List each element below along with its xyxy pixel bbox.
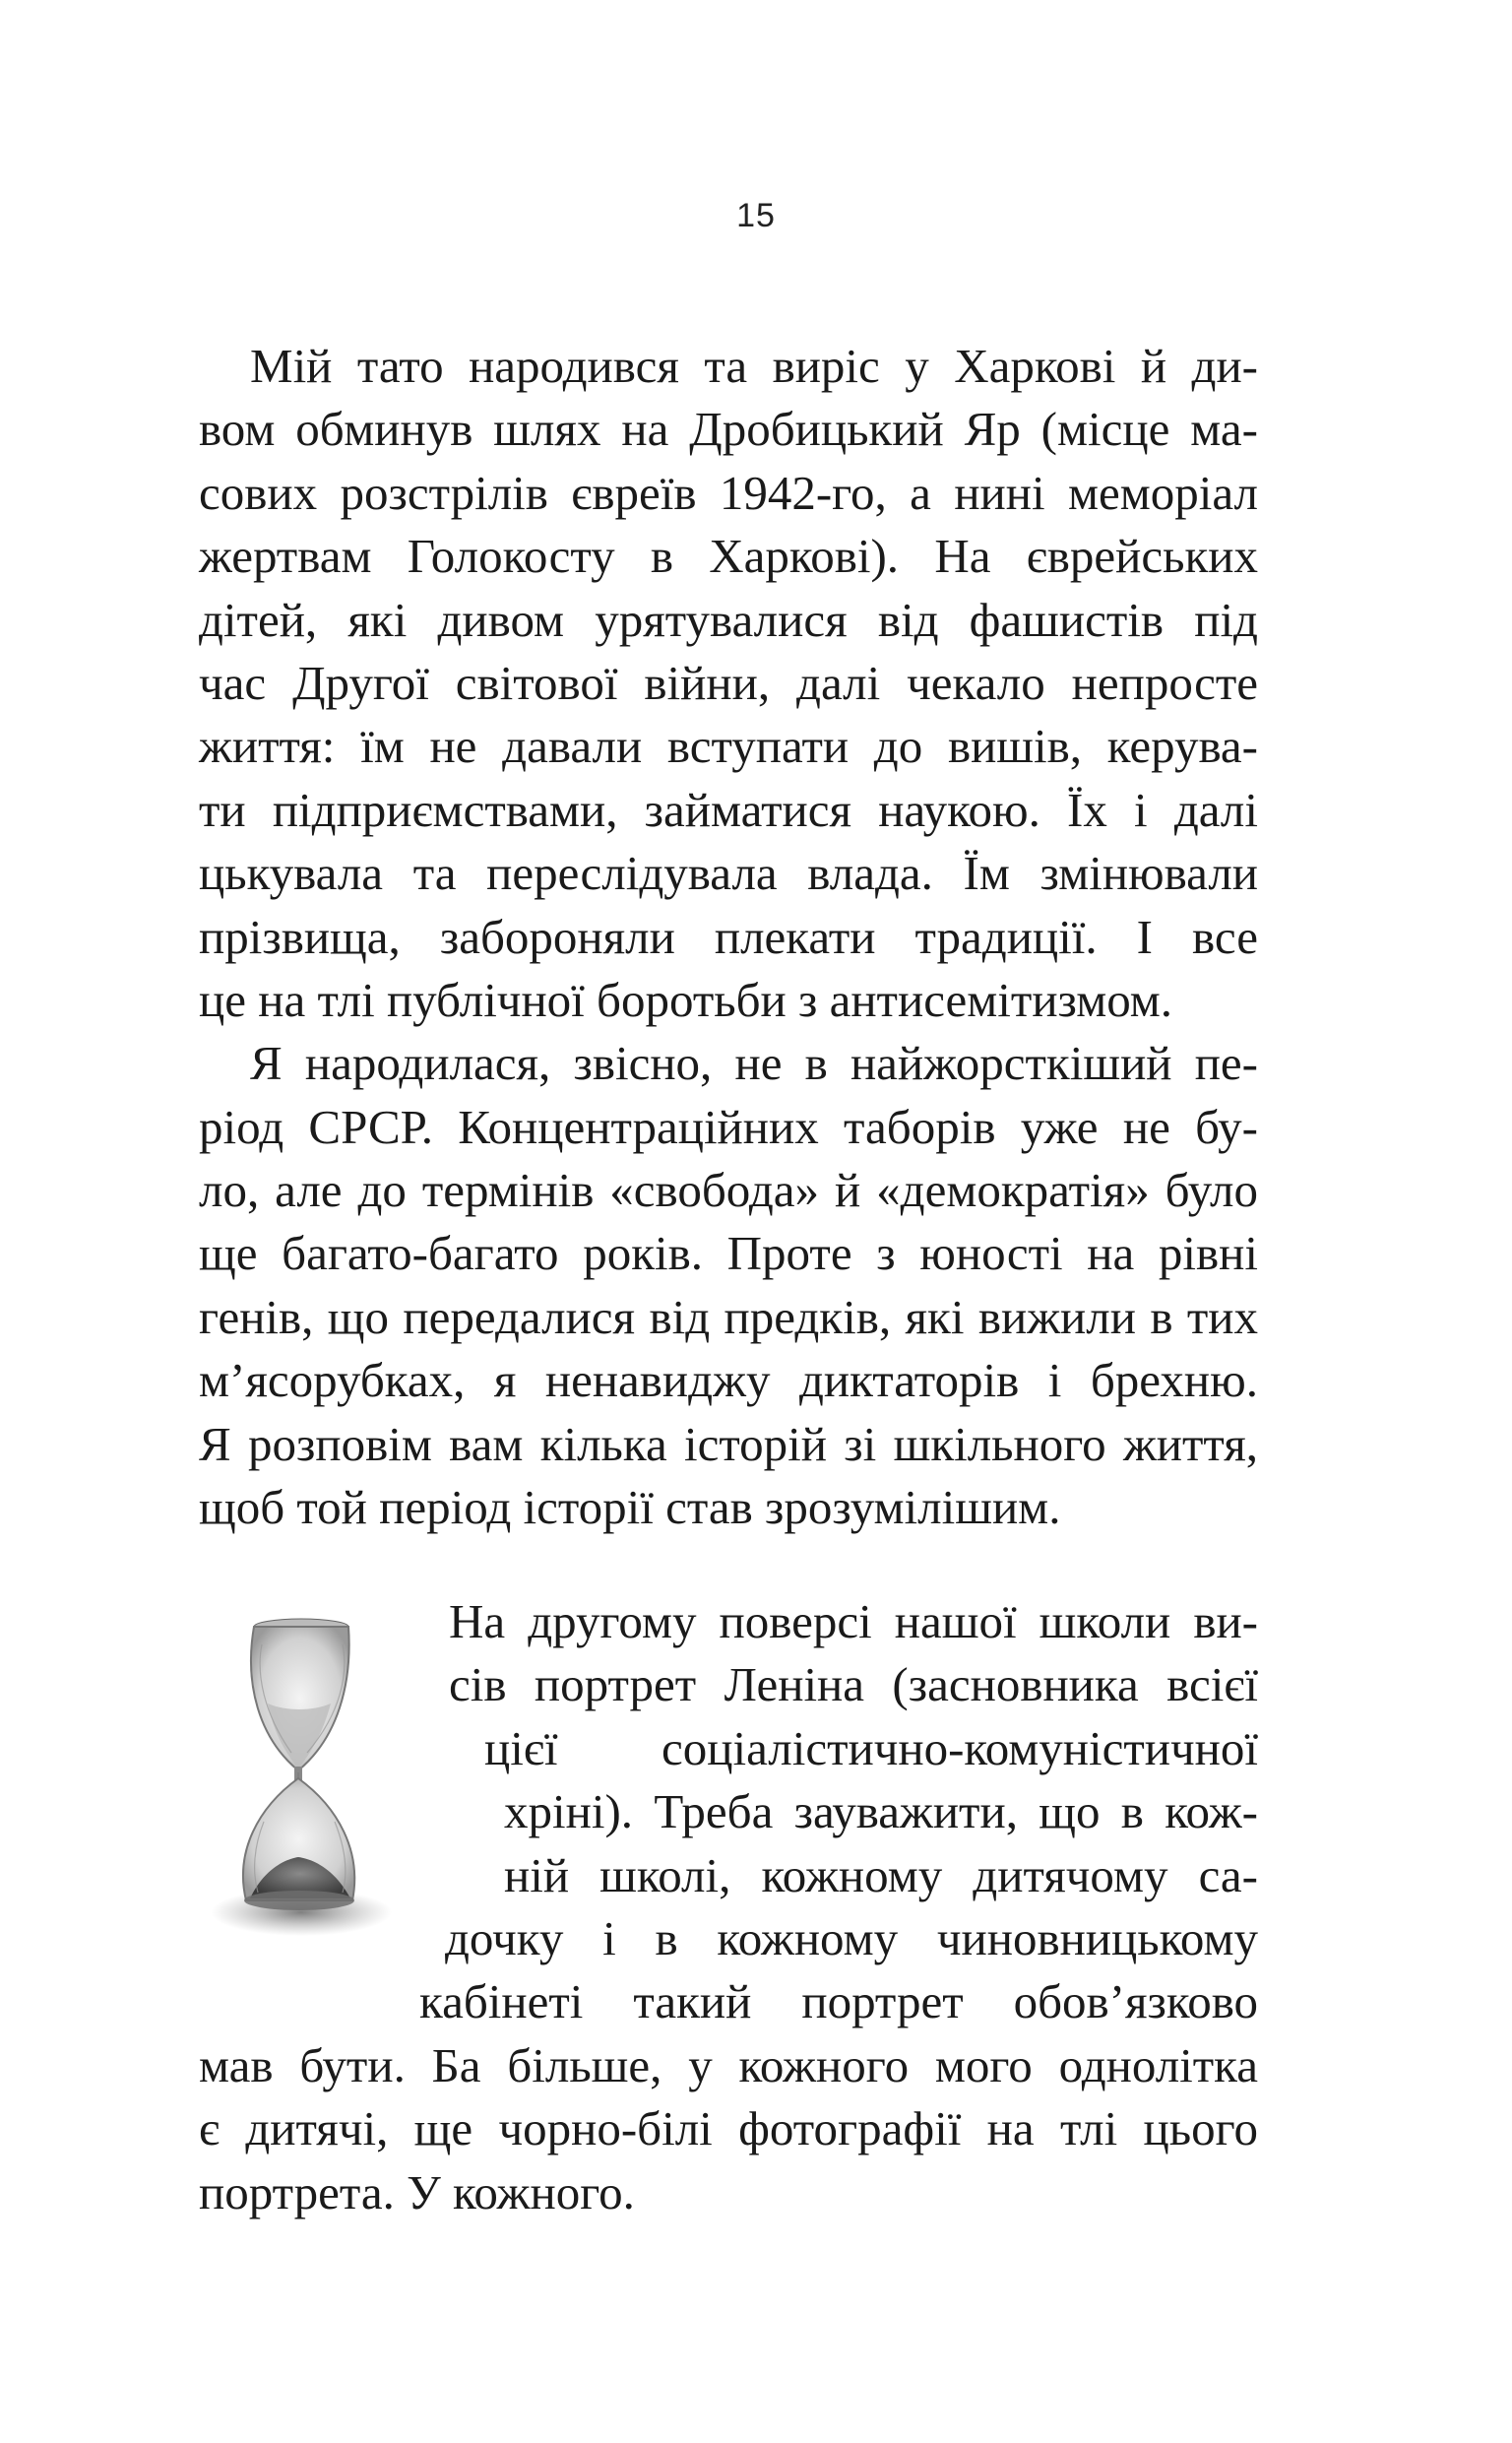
text-line: Я народилася, звісно, не в найжорсткіший пе- bbox=[250, 1036, 1258, 1091]
text-line: ній школі, кожному дитячому са- bbox=[504, 1847, 1258, 1902]
text-line: жертвам Голокосту в Харкові). На єврейських bbox=[199, 529, 1258, 584]
text-line: На другому поверсі нашої школи ви- bbox=[449, 1594, 1258, 1648]
text-line: це на тлі публічної боротьби з антисемітизмом. bbox=[199, 972, 1173, 1027]
page-number: 15 bbox=[736, 197, 776, 234]
text-line: м’ясорубках, я ненавиджу диктаторів і брехню. bbox=[199, 1353, 1258, 1408]
text-line: кабінеті такий портрет обов’язково bbox=[419, 1974, 1258, 2029]
text-line: час Другої світової війни, далі чекало непросте bbox=[199, 655, 1258, 710]
text-line: Я розповім вам кілька історій зі шкільного життя, bbox=[199, 1416, 1258, 1471]
text-line: щоб той період історії став зрозумілішим. bbox=[199, 1480, 1061, 1535]
text-line: цькувала та переслідувала влада. Їм змінювали bbox=[199, 846, 1258, 901]
text-line: дочку і в кожному чиновницькому bbox=[445, 1910, 1258, 1965]
text-line: вом обминув шлях на Дробицький Яр (місце ма- bbox=[199, 402, 1258, 457]
main-text-bottom bbox=[199, 1590, 1258, 2224]
text-line: ти підприємствами, займатися наукою. Їх і далі bbox=[199, 782, 1258, 837]
text-line: генів, що передалися від предків, які вижили в тих bbox=[199, 1289, 1258, 1344]
text-line: ріод СРСР. Концентраційних таборів уже не бу- bbox=[199, 1099, 1258, 1154]
text-line: є дитячі, ще чорно-білі фотографії на тлі цього bbox=[199, 2101, 1258, 2156]
text-line: портрета. У кожного. bbox=[199, 2164, 635, 2219]
text-line: ще багато-багато років. Проте з юності на рівні bbox=[199, 1226, 1258, 1281]
text-line: прізвища, забороняли плекати традиції. І все bbox=[199, 909, 1258, 964]
text-line: цієї соціалістично-комуністичної bbox=[484, 1720, 1258, 1775]
text-line: життя: їм не давали вступати до вишів, керува- bbox=[199, 719, 1258, 774]
text-line: сових розстрілів євреїв 1942-го, а нині меморіал bbox=[199, 465, 1258, 520]
text-line: сів портрет Леніна (засновника всієї bbox=[449, 1657, 1258, 1712]
text-line: ло, але до термінів «свобода» й «демократія» було bbox=[199, 1163, 1258, 1218]
text-line: Мій тато народився та виріс у Харкові й ди- bbox=[250, 339, 1258, 393]
text-line: мав бути. Ба більше, у кожного мого однолітка bbox=[199, 2037, 1258, 2092]
text-line: хріні). Треба зауважити, що в кож- bbox=[504, 1784, 1258, 1839]
text-line: дітей, які дивом урятувалися від фашистів під bbox=[199, 592, 1258, 647]
main-text-top bbox=[199, 335, 1258, 1539]
